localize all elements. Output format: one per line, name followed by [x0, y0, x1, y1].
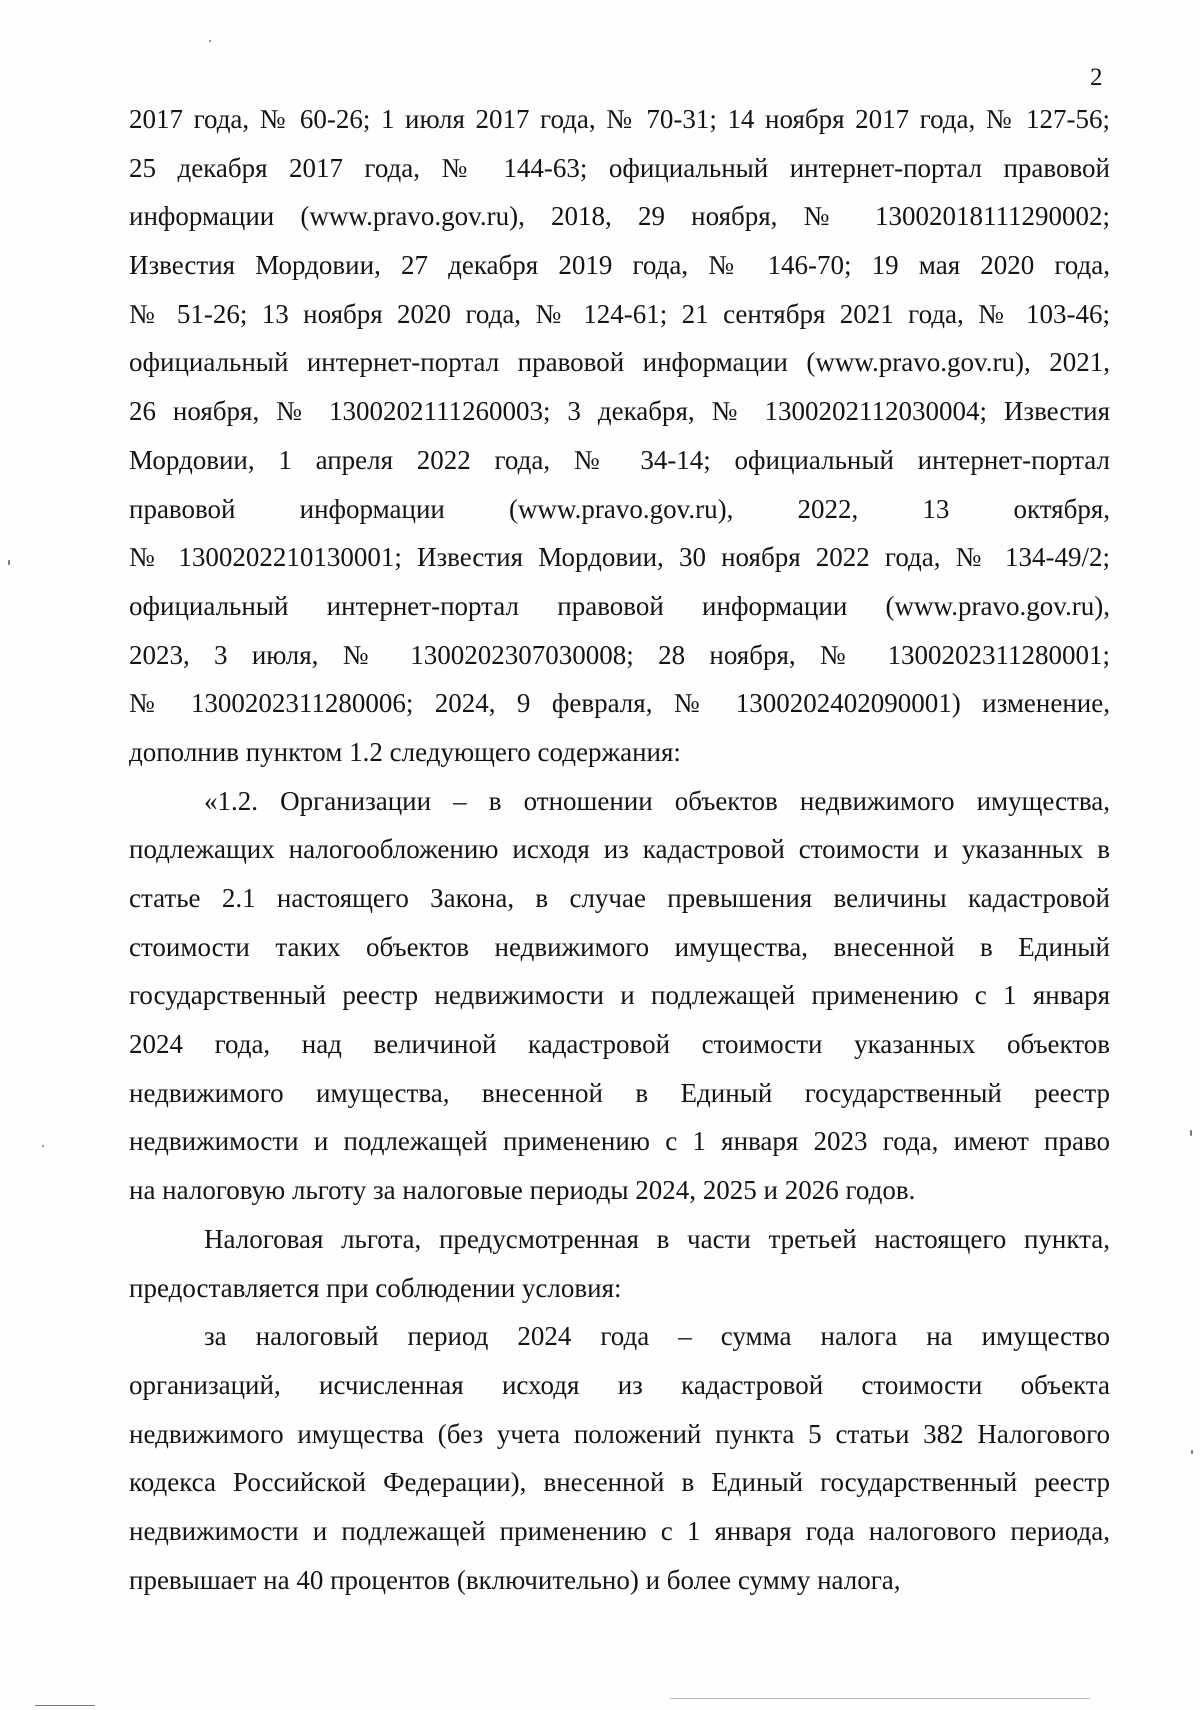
text-line: Налоговая льгота, предусмотренная в части третьей настоящего пункта, — [204, 1223, 1110, 1254]
paragraph — [129, 1312, 1110, 1604]
text-line: кодекса Российской Федерации), внесенной в Единый государственный реестр — [129, 1467, 1110, 1498]
text-line: дополнив пунктом 1.2 следующего содержания: — [129, 736, 681, 767]
text-line: недвижимости и подлежащей применению с 1 января 2023 года, имеют право — [129, 1126, 1110, 1157]
text-line: Мордовии, 1 апреля 2022 года, № 34-14; официальный интернет-портал — [129, 444, 1110, 475]
text-line: официальный интернет-портал правовой информации (www.pravo.gov.ru), — [129, 590, 1110, 621]
text-line: за налоговый период 2024 года – сумма налога на имущество — [204, 1321, 1110, 1352]
text-line: «1.2. Организации – в отношении объектов недвижимого имущества, — [204, 785, 1110, 816]
text-line: 2017 года, № 60-26; 1 июля 2017 года, № 70-31; 14 ноября 2017 года, № 127-56; — [129, 104, 1110, 134]
text-line: предоставляется при соблюдении условия: — [129, 1272, 622, 1303]
text-line: подлежащих налогообложению исходя из кадастровой стоимости и указанных в — [129, 834, 1110, 865]
text-line: № 1300202210130001; Известия Мордовии, 30 ноября 2022 года, № 134-49/2; — [129, 542, 1110, 573]
page-number: 2 — [1090, 64, 1103, 91]
text-line: государственный реестр недвижимости и подлежащей применению с 1 января — [129, 980, 1110, 1011]
scan-speck — [670, 1698, 1090, 1699]
scan-speck — [8, 560, 10, 565]
text-line: превышает на 40 процентов (включительно) и более сумму налога, — [129, 1564, 901, 1595]
text-line: стоимости таких объектов недвижимого имущества, внесенной в Единый — [129, 931, 1110, 962]
text-line: 2023, 3 июля, № 1300202307030008; 28 ноября, № 1300202311280001; — [129, 639, 1110, 670]
text-line: недвижимого имущества, внесенной в Единый государственный реестр — [129, 1077, 1110, 1108]
document-body — [129, 95, 1110, 1604]
text-line: Известия Мордовии, 27 декабря 2019 года, № 146-70; 19 мая 2020 года, — [129, 250, 1110, 281]
scan-speck — [1191, 1450, 1193, 1454]
text-line: 2024 года, над величиной кадастровой стоимости указанных объектов — [129, 1029, 1110, 1060]
text-line: недвижимого имущества (без учета положений пункта 5 статьи 382 Налогового — [129, 1418, 1110, 1449]
text-line: 25 декабря 2017 года, № 144-63; официальный интернет-портал правовой — [129, 152, 1110, 183]
text-line: № 51-26; 13 ноября 2020 года, № 124-61; 21 сентября 2021 года, № 103-46; — [129, 298, 1110, 329]
text-line: официальный интернет-портал правовой информации (www.pravo.gov.ru), 2021, — [129, 347, 1110, 378]
text-line: организаций, исчисленная исходя из кадастровой стоимости объекта — [129, 1369, 1110, 1400]
text-line: недвижимости и подлежащей применению с 1 января года налогового периода, — [129, 1515, 1110, 1546]
text-line: правовой информации (www.pravo.gov.ru), 2022, 13 октября, — [129, 493, 1110, 524]
scan-speck — [35, 1705, 95, 1706]
text-line: 26 ноября, № 1300202111260003; 3 декабря, № 1300202112030004; Известия — [129, 396, 1110, 427]
paragraph — [129, 1215, 1110, 1312]
scan-speck — [209, 40, 211, 42]
text-line: статье 2.1 настоящего Закона, в случае превышения величины кадастровой — [129, 883, 1110, 913]
text-line: № 1300202311280006; 2024, 9 февраля, № 1300202402090001) изменение, — [129, 688, 1110, 719]
paragraph — [129, 777, 1110, 1215]
scan-speck — [1190, 1130, 1192, 1136]
text-line: на налоговую льготу за налоговые периоды 2024, 2025 и 2026 годов. — [129, 1175, 916, 1206]
text-line: информации (www.pravo.gov.ru), 2018, 29 ноября, № 13002018111290002; — [129, 201, 1110, 232]
scan-speck — [42, 1145, 44, 1147]
paragraph — [129, 95, 1110, 777]
